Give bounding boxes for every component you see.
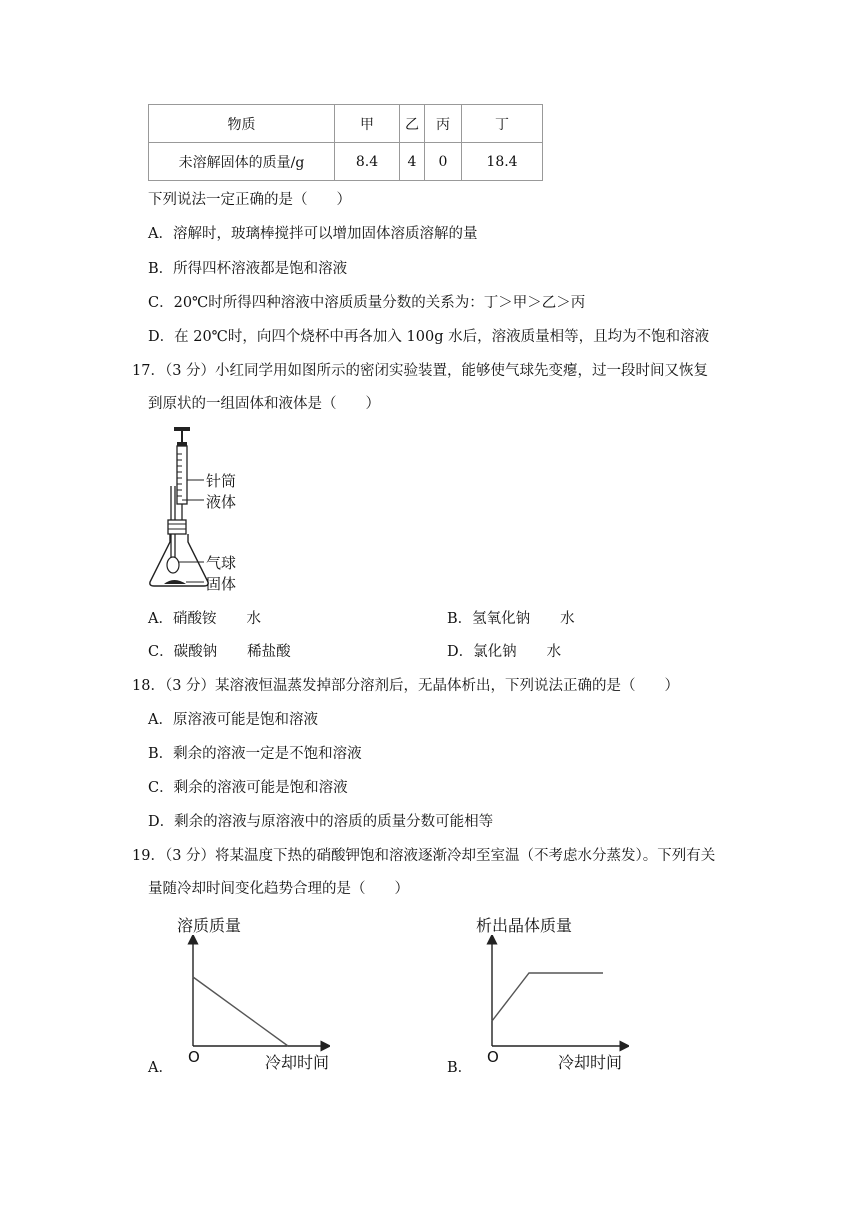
table-cell: 未溶解固体的质量/g <box>149 143 335 181</box>
option-letter: B． <box>447 611 473 627</box>
graph-b-xlabel: 冷却时间 <box>558 1053 623 1072</box>
q18-option-d[interactable]: D．剩余的溶液与原溶液中的溶质的质量分数可能相等 <box>148 814 494 830</box>
q17-option-d[interactable] <box>447 640 561 661</box>
graph-a <box>180 935 330 1055</box>
option-solid: 氢氧化钠 <box>472 611 531 627</box>
option-solid: 硝酸铵 <box>172 611 217 627</box>
q18-option-a[interactable]: A．原溶液可能是饱和溶液 <box>148 712 318 728</box>
label-balloon: 气球 <box>206 554 237 572</box>
option-solid: 碳酸钠 <box>173 644 218 660</box>
table-cell: 8.4 <box>335 143 400 181</box>
table-row <box>149 143 543 181</box>
table-cell: 乙 <box>400 105 425 143</box>
q16-option-a[interactable]: A．溶解时，玻璃棒搅拌可以增加固体溶质溶解的量 <box>148 226 478 242</box>
option-liquid: 水 <box>546 644 562 660</box>
q16-option-c[interactable]: C．20℃时所得四种溶液中溶质质量分数的关系为：丁＞甲＞乙＞丙 <box>148 295 586 311</box>
q18-option-b[interactable]: B．剩余的溶液一定是不饱和溶液 <box>148 746 362 762</box>
flask <box>150 534 208 586</box>
table-cell: 甲 <box>335 105 400 143</box>
option-liquid: 稀盐酸 <box>247 644 291 660</box>
option-liquid: 水 <box>560 611 575 627</box>
q19-option-b[interactable]: B． <box>447 1060 473 1076</box>
option-liquid: 水 <box>246 611 261 627</box>
balloon-shape <box>167 557 179 573</box>
q16-option-b[interactable]: B．所得四杯溶液都是饱和溶液 <box>148 261 348 277</box>
q16-option-d[interactable]: D．在 20℃时，向四个烧杯中再各加入 100g 水后，溶液质量相等，且均为不饱和溶液 <box>148 329 710 345</box>
q17-option-c[interactable] <box>148 640 291 661</box>
table-header-row <box>149 105 543 143</box>
graph-a-xlabel: 冷却时间 <box>265 1053 330 1072</box>
q17-stem-line1: 17．（3 分）小红同学用如图所示的密闭实验装置，能够使气球先变瘪，过一段时间又恢复 <box>132 363 709 379</box>
q19-stem-line1: 19．（3 分）将某温度下热的硝酸钾饱和溶液逐渐冷却至室温（不考虑水分蒸发）。下列有关 <box>132 848 716 864</box>
syringe-barrel <box>177 446 187 504</box>
q19-option-a[interactable]: A． <box>148 1060 173 1076</box>
solid-pile <box>164 580 186 584</box>
table-cell: 0 <box>425 143 462 181</box>
table-cell: 丙 <box>425 105 462 143</box>
table-cell: 18.4 <box>462 143 543 181</box>
table-cell: 丁 <box>462 105 543 143</box>
apparatus-diagram <box>146 424 256 594</box>
q18-option-c[interactable]: C．剩余的溶液可能是饱和溶液 <box>148 780 348 796</box>
q17-option-b[interactable] <box>447 607 575 628</box>
solubility-table <box>148 104 543 181</box>
table-cell: 4 <box>400 143 425 181</box>
q18-stem: 18．（3 分）某溶液恒温蒸发掉部分溶剂后，无晶体析出，下列说法正确的是（ ） <box>132 678 680 694</box>
table-cell: 物质 <box>149 105 335 143</box>
graph-b-curve <box>492 973 603 1021</box>
label-solid: 固体 <box>206 575 237 593</box>
q17-stem-line2: 到原状的一组固体和液体是（ ） <box>148 396 380 412</box>
label-syringe: 针筒 <box>206 472 237 490</box>
q17-option-a[interactable] <box>148 607 261 628</box>
plunger-cap <box>174 427 190 431</box>
graph-a-ylabel: 溶质质量 <box>177 916 242 935</box>
option-letter: C． <box>148 644 174 660</box>
q16-stem: 下列说法一定正确的是（ ） <box>148 192 351 208</box>
graph-b-origin: O <box>487 1048 499 1066</box>
q19-stem-line2: 量随冷却时间变化趋势合理的是（ ） <box>148 881 409 897</box>
stopper <box>168 520 186 534</box>
graph-b <box>479 935 629 1055</box>
graph-b-ylabel: 析出晶体质量 <box>476 916 573 935</box>
option-solid: 氯化钠 <box>473 644 517 660</box>
graph-a-origin: O <box>188 1048 200 1066</box>
graph-a-curve <box>193 977 288 1046</box>
label-liquid: 液体 <box>206 493 237 511</box>
option-letter: D． <box>447 644 474 660</box>
option-letter: A． <box>148 611 173 627</box>
